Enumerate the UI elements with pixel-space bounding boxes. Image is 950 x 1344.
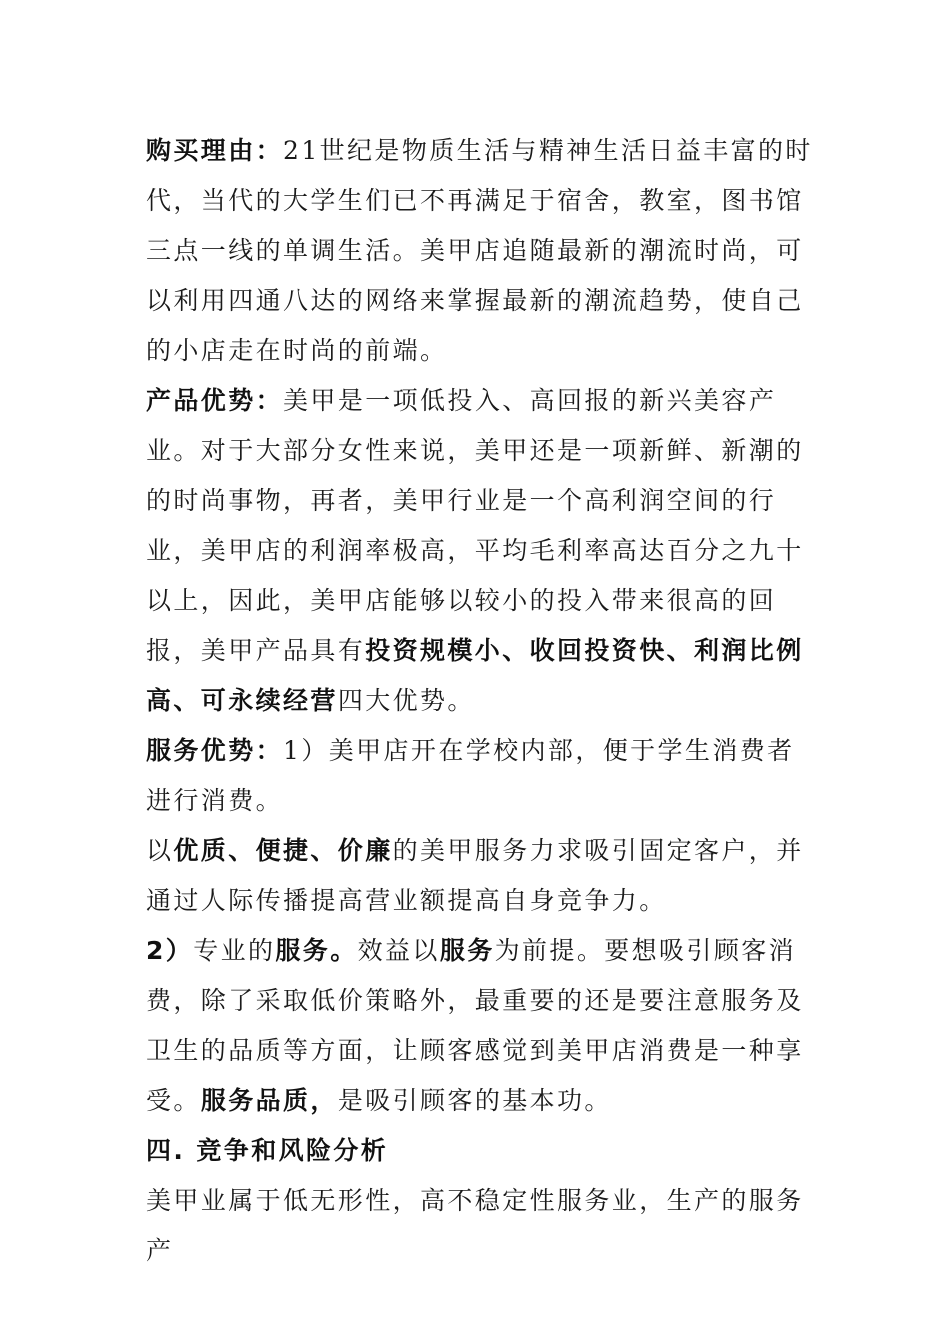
paragraph-purchase-reason xyxy=(146,126,814,376)
service-quality-highlight: 优质、便捷、价廉 xyxy=(173,836,393,865)
professional-service-bold-1: 服务。 xyxy=(275,936,358,965)
paragraph-product-advantage xyxy=(146,376,814,726)
paragraph-service-quality xyxy=(146,826,814,926)
professional-service-text-1: 专业的 xyxy=(193,936,276,965)
professional-service-bold-3: 服务品质， xyxy=(200,1086,338,1115)
point-2-number: 2） xyxy=(146,936,194,965)
service-point-1: 1）美甲店开在学校内部，便于学生消费者进行消费。 xyxy=(146,736,795,815)
document-body xyxy=(146,126,814,1276)
product-advantage-tail: 四大优势。 xyxy=(337,686,475,715)
section-heading-competition-risk: 四. 竞争和风险分析 xyxy=(146,1136,389,1165)
paragraph-service-advantage xyxy=(146,726,814,826)
product-advantage-highlight: 投资规模小、收回投资快、利润比例高、可永续经营 xyxy=(146,636,804,715)
service-advantage-label: 服务优势： xyxy=(146,736,284,765)
paragraph-risk-analysis: 美甲业属于低无形性，高不稳定性服务业，生产的服务产 xyxy=(146,1186,804,1265)
professional-service-text-3: 为前提。要想吸引顾客消费，除了采取低价策略外，最重要的还是要注意服务及卫生的品质等方面，让顾客感觉到美甲店消费是一种享受。 xyxy=(146,936,804,1115)
purchase-reason-text: 21世纪是物质生活与精神生活日益丰富的时代，当代的大学生们已不再满足于宿舍，教室，图书馆三点一线的单调生活。美甲店追随最新的潮流时尚，可以利用四通八达的网络来掌握最新的潮流趋势，使自己的小店走在时尚的前端。 xyxy=(146,136,813,365)
professional-service-bold-2: 服务 xyxy=(439,936,495,965)
professional-service-text-4: 是吸引顾客的基本功。 xyxy=(337,1086,612,1115)
paragraph-professional-service xyxy=(146,926,814,1126)
purchase-reason-label: 购买理由： xyxy=(146,136,284,165)
service-quality-text: 的美甲服务力求吸引固定客户，并通过人际传播提高营业额提高自身竞争力。 xyxy=(146,836,804,915)
product-advantage-text: 美甲是一项低投入、高回报的新兴美容产业。对于大部分女性来说，美甲还是一项新鲜、新潮的的时尚事物，再者，美甲行业是一个高利润空间的行业，美甲店的利润率极高，平均毛利率高达百分之九十以上，因此，美甲店能够以较小的投入带来很高的回报，美甲产品具有 xyxy=(146,386,804,665)
product-advantage-label: 产品优势： xyxy=(146,386,284,415)
service-quality-prefix: 以 xyxy=(146,836,174,865)
professional-service-text-2: 效益以 xyxy=(357,936,440,965)
